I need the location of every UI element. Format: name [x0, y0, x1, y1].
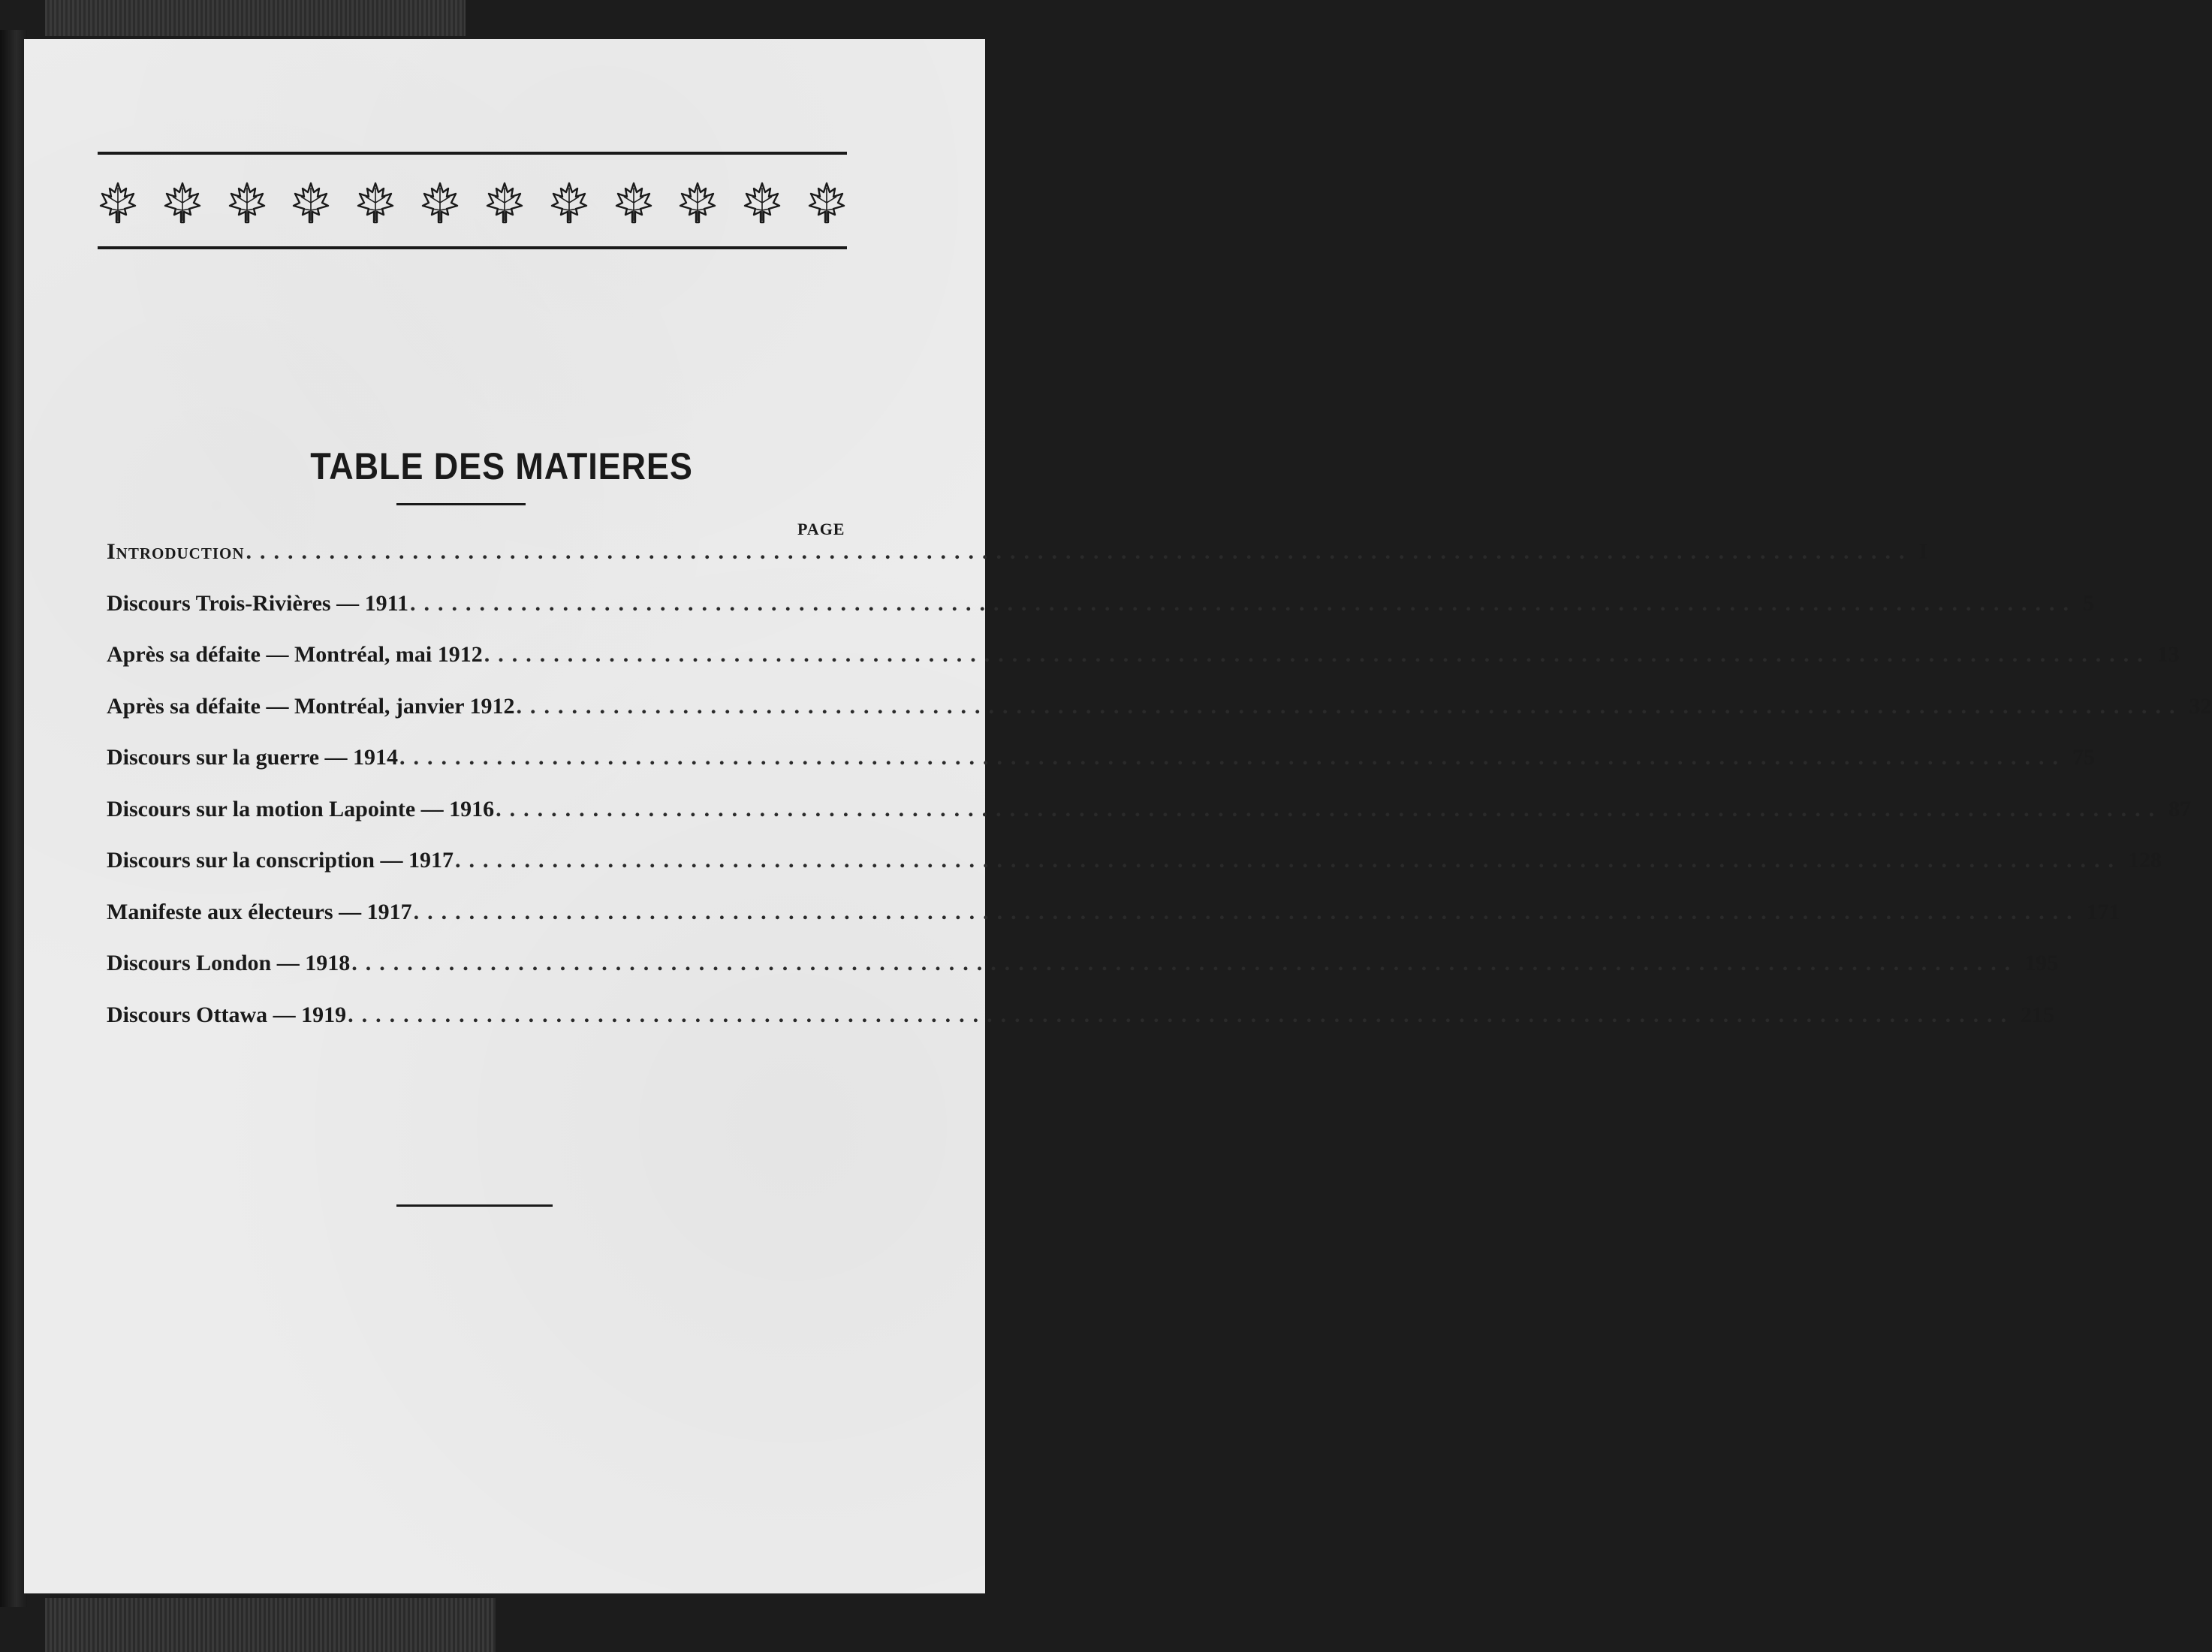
toc-entry-title: Discours sur la motion Lapointe — 1916 — [107, 796, 495, 821]
toc-entry-page-number: 87 — [2168, 796, 2192, 821]
dot-leader: ........................................................................................................................ — [454, 848, 2122, 873]
toc-entry-page-number: 128 — [2127, 848, 2162, 873]
toc-entry-page-number: 32 — [2189, 693, 2212, 719]
dot-leader: ........................................................................................................................ — [348, 1002, 2015, 1027]
maple-leaf-icon — [355, 180, 396, 225]
toc-entry-page-number: 5 — [2082, 590, 2094, 616]
toc-entry-title: Discours Trois-Rivières — 1911 — [107, 590, 408, 616]
maple-leaf-icon — [613, 180, 654, 225]
dot-leader: ........................................................................................................................ — [409, 590, 2077, 616]
toc-entry-page-number: I — [1918, 539, 1928, 564]
dot-leader: ........................................................................................................................ — [246, 539, 1913, 564]
maple-leaf-icon — [162, 180, 203, 225]
maple-leaf-ornament-row — [98, 173, 847, 233]
toc-entry-title: Discours London — 1918 — [107, 951, 351, 975]
toc-entry — [107, 796, 2192, 849]
toc-entry-page-number: 13 — [2156, 642, 2180, 667]
maple-leaf-icon — [291, 180, 331, 225]
toc-entry-title: Discours sur la guerre — 1914 — [107, 745, 399, 770]
toc-entry-title: Après sa défaite — Montréal, janvier 1912 — [107, 693, 515, 719]
toc-entry — [107, 539, 1928, 591]
top-rule — [98, 152, 847, 155]
dot-leader: ........................................................................................................................ — [351, 951, 2019, 975]
maple-leaf-icon — [742, 180, 782, 225]
maple-leaf-icon — [806, 180, 847, 225]
page-column-header: PAGE — [797, 520, 845, 538]
toc-entry-title: Discours sur la conscription — 1917 — [107, 848, 454, 873]
dot-leader: ........................................................................................................................ — [399, 745, 2067, 770]
toc-entry — [107, 848, 2162, 900]
scanner-frame-top — [45, 0, 466, 36]
table-of-contents — [107, 539, 2212, 1054]
toc-entry-title: Discours Ottawa — 1919 — [107, 1002, 347, 1027]
maple-leaf-icon — [420, 180, 460, 225]
title-underline-rule — [396, 503, 526, 505]
dot-leader: ........................................................................................................................ — [484, 642, 2151, 667]
toc-entry-page-number: 215 — [2021, 1002, 2055, 1027]
dot-leader: ........................................................................................................................ — [413, 899, 2081, 924]
scanner-frame-left — [0, 30, 27, 1607]
end-rule — [396, 1204, 553, 1207]
toc-entry — [107, 899, 2120, 951]
toc-entry — [107, 745, 2096, 797]
maple-leaf-icon — [677, 180, 718, 225]
ornament-bottom-rule — [98, 246, 847, 249]
maple-leaf-icon — [227, 180, 267, 225]
toc-entry-page-number: 195 — [2024, 951, 2059, 975]
dot-leader: ........................................................................................................................ — [516, 693, 2183, 719]
toc-entry — [107, 590, 2094, 643]
toc-entry — [107, 951, 2059, 1002]
maple-leaf-icon — [98, 180, 138, 225]
toc-entry-title: Manifeste aux électeurs — 1917 — [107, 899, 412, 924]
toc-entry — [107, 693, 2212, 746]
maple-leaf-icon — [549, 180, 589, 225]
toc-entry-title: Après sa défaite — Montréal, mai 1912 — [107, 642, 483, 667]
scanner-frame-bottom — [45, 1598, 496, 1652]
toc-entry-page-number: 171 — [2086, 899, 2120, 924]
dot-leader: ........................................................................................................................ — [496, 796, 2163, 821]
toc-entry-title: Introduction — [107, 539, 245, 564]
document-page — [24, 39, 2212, 1593]
toc-entry — [107, 1002, 2055, 1054]
toc-entry — [107, 642, 2180, 694]
maple-leaf-icon — [484, 180, 525, 225]
toc-entry-page-number: 75 — [2072, 745, 2096, 770]
page-title: TABLE DES MATIERES — [310, 445, 693, 487]
